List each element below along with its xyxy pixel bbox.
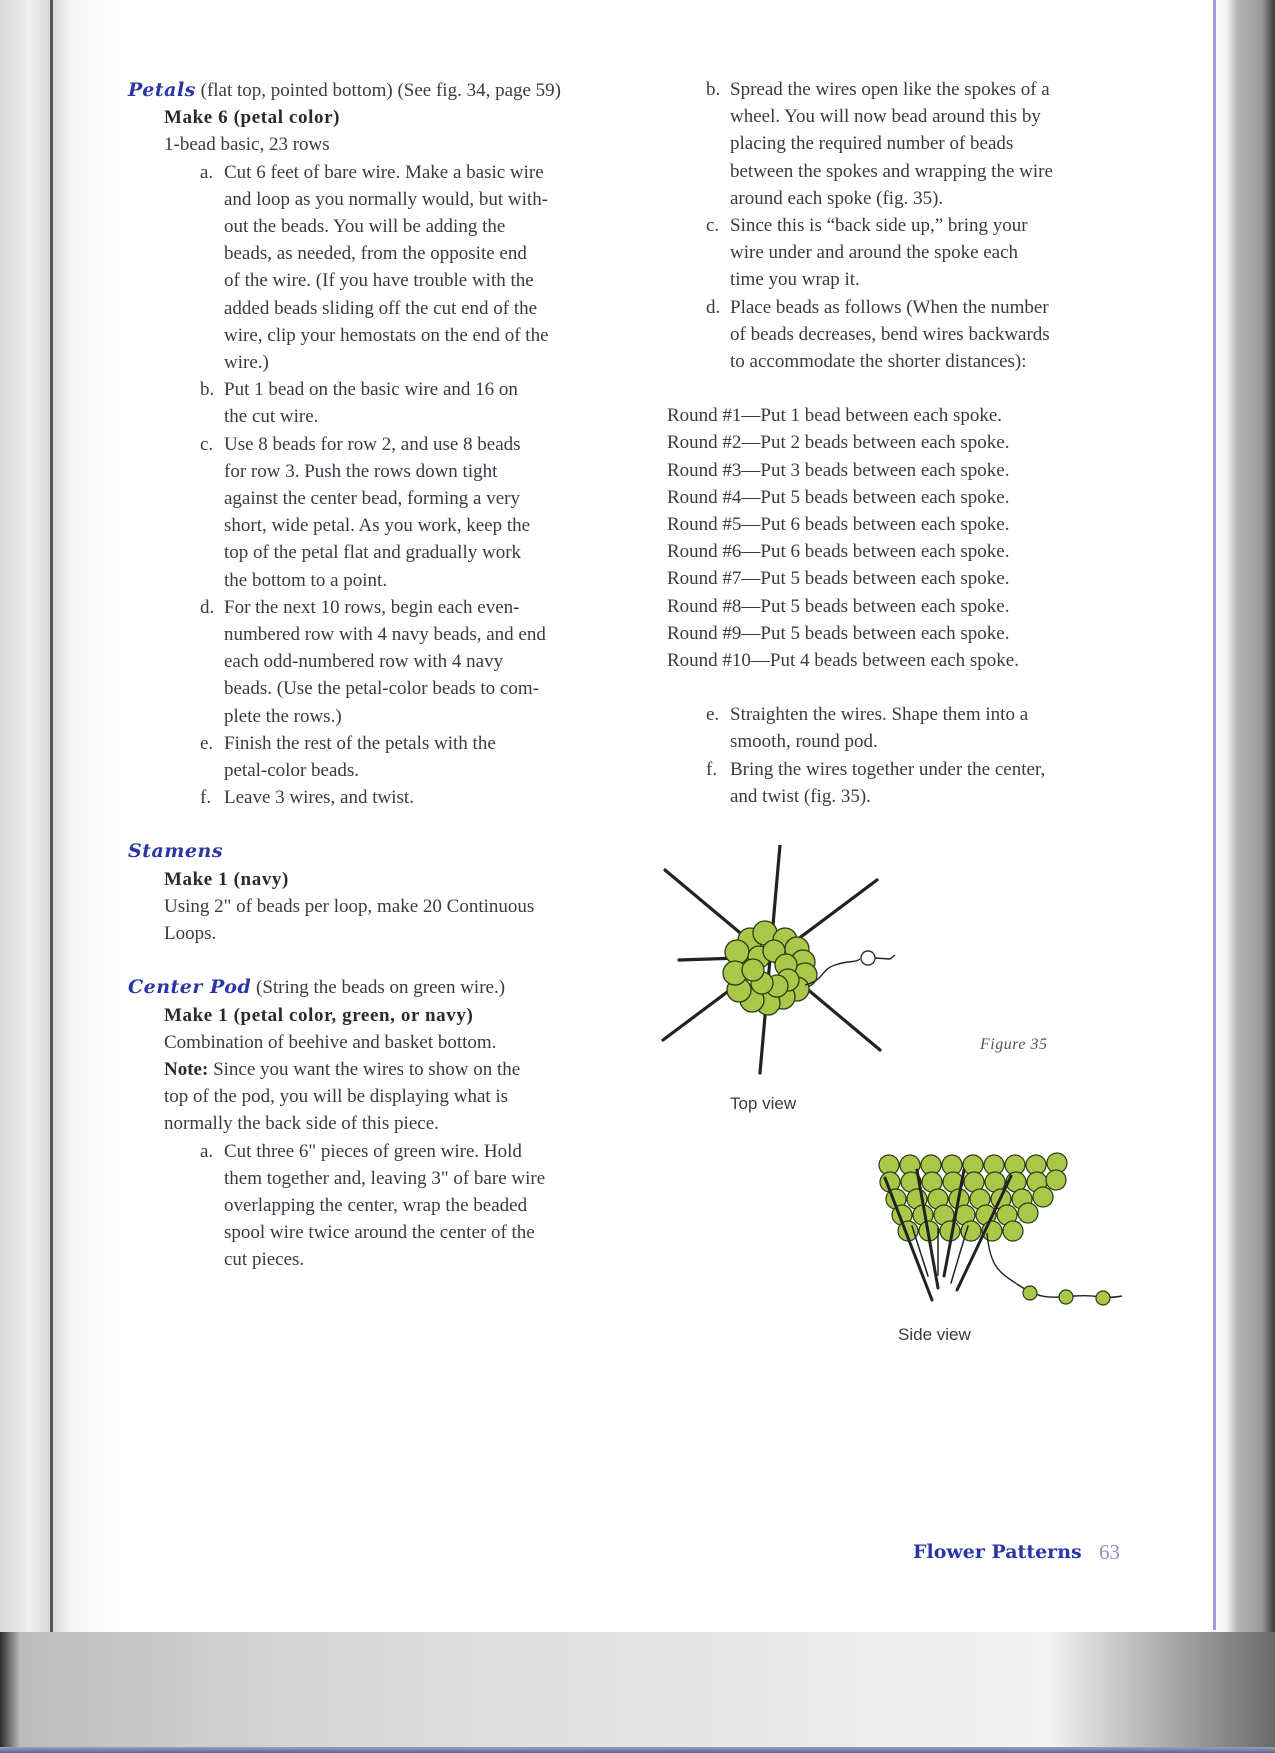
step-label: b.: [200, 379, 215, 401]
round-item: Round #1—Put 1 bead between each spoke.: [667, 405, 1003, 427]
step-item: [128, 376, 628, 430]
step-text-line: beads, as needed, from the opposite end: [224, 243, 527, 265]
step-label: d.: [200, 596, 215, 618]
section-petals: [128, 77, 628, 811]
step-item: [670, 212, 1140, 294]
step-text-line: Cut 6 feet of bare wire. Make a basic wire: [224, 161, 544, 183]
center-pod-title: Center Pod: [128, 976, 252, 999]
round-item: Round #8—Put 5 beads between each spoke.: [667, 595, 1010, 617]
section-center-pod: [128, 974, 628, 1273]
note-text-line: Since you want the wires to show on the: [213, 1058, 521, 1080]
step-text-line: smooth, round pod.: [730, 731, 878, 753]
petals-subtitle: (flat top, pointed bottom) (See fig. 34, page 59): [200, 80, 562, 101]
petals-make: Make 6 (petal color): [164, 107, 341, 129]
step-label: e.: [706, 704, 720, 726]
step-text-line: of beads decreases, bend wires backwards: [730, 323, 1050, 345]
step-label: f.: [200, 787, 212, 809]
step-text-line: top of the petal flat and gradually work: [224, 542, 522, 564]
step-text: [730, 76, 1053, 212]
step-text-line: and twist (fig. 35).: [730, 785, 871, 807]
step-text-line: between the spokes and wrapping the wire: [730, 160, 1053, 182]
side-view-caption: Side view: [898, 1325, 971, 1344]
step-item: [128, 159, 628, 377]
step-text-line: the bottom to a point.: [224, 569, 388, 591]
step-text-line: wire, clip your hemostats on the end of the: [224, 324, 549, 346]
round-item: Round #10—Put 4 beads between each spoke.: [667, 650, 1019, 672]
step-text-line: wire under and around the spoke each: [730, 242, 1019, 264]
step-label: f.: [706, 758, 718, 780]
left-column: [128, 77, 628, 1274]
rounds-list: [667, 402, 1138, 674]
step-text-line: overlapping the center, wrap the beaded: [224, 1194, 528, 1216]
step-text-line: the cut wire.: [224, 406, 319, 428]
step-text-line: and loop as you normally would, but with-: [224, 188, 549, 210]
center-pod-subtitle: (String the beads on green wire.): [256, 977, 506, 999]
step-item: [128, 431, 628, 594]
right-column: [667, 76, 1140, 810]
round-item: Round #5—Put 6 beads between each spoke.: [667, 514, 1010, 536]
stamens-text-line: Loops.: [164, 923, 217, 945]
stamens-text-line: Using 2" of beads per loop, make 20 Continuous: [164, 895, 535, 917]
step-text: [224, 594, 628, 730]
step-text-line: Place beads as follows (When the number: [730, 296, 1049, 318]
step-text-line: cut pieces.: [224, 1249, 305, 1271]
step-text-line: For the next 10 rows, begin each even-: [224, 596, 520, 618]
step-text-line: out the beads. You will be adding the: [224, 216, 506, 238]
round-item: Round #2—Put 2 beads between each spoke.: [667, 432, 1010, 454]
step-text-line: Straighten the wires. Shape them into a: [730, 704, 1029, 726]
step-text: [224, 431, 628, 594]
step-text-line: Put 1 bead on the basic wire and 16 on: [224, 379, 518, 401]
step-label: e.: [200, 732, 214, 754]
center-pod-steps: [128, 1138, 628, 1274]
step-item: [670, 76, 1140, 212]
step-item: [670, 294, 1140, 376]
step-text: [224, 730, 628, 784]
petals-basic: 1-bead basic, 23 rows: [164, 134, 330, 156]
step-label: a.: [200, 1140, 214, 1162]
step-text-line: placing the required number of beads: [730, 133, 1014, 155]
stamens-make: Make 1 (navy): [164, 868, 289, 890]
page-number: 63: [1099, 1540, 1120, 1564]
step-text-line: spool wire twice around the center of the: [224, 1222, 535, 1244]
step-text: [730, 756, 1045, 810]
round-item: Round #4—Put 5 beads between each spoke.: [667, 486, 1010, 508]
scan-spine-shadow: [0, 0, 130, 1632]
top-view-caption: Top view: [730, 1094, 797, 1113]
step-text-line: Since this is “back side up,” bring your: [730, 215, 1028, 237]
center-pod-make: Make 1 (petal color, green, or navy): [164, 1004, 474, 1026]
step-text-line: of the wire. (If you have trouble with the: [224, 270, 534, 292]
center-pod-combination: Combination of beehive and basket bottom.: [164, 1031, 497, 1053]
note-text-line: top of the pod, you will be displaying what is: [164, 1086, 509, 1108]
step-text-line: time you wrap it.: [730, 269, 860, 291]
step-text-line: for row 3. Push the rows down tight: [224, 460, 498, 482]
step-label: a.: [200, 161, 214, 183]
stamens-title: Stamens: [128, 840, 224, 863]
step-text: [730, 701, 1028, 755]
right-steps-top: [670, 76, 1140, 375]
step-text-line: Spread the wires open like the spokes of a: [730, 79, 1050, 100]
step-text-line: each odd-numbered row with 4 navy: [224, 651, 504, 673]
round-item: Round #7—Put 5 beads between each spoke.: [667, 568, 1010, 590]
step-label: c.: [706, 215, 720, 237]
step-text-line: around each spoke (fig. 35).: [730, 187, 944, 209]
step-label: b.: [706, 79, 721, 100]
petals-title: Petals: [128, 79, 196, 101]
center-pod-note: [128, 1056, 628, 1083]
step-item: [128, 730, 628, 784]
step-item: [670, 701, 1140, 755]
step-text-line: added beads sliding off the cut end of the: [224, 297, 538, 319]
note-text-line: normally the back side of this piece.: [164, 1113, 439, 1135]
step-text: [224, 1138, 628, 1274]
petals-steps: [128, 159, 628, 812]
scan-bottom-band: [0, 1632, 1275, 1753]
step-text: [730, 294, 1050, 376]
figure-label: Figure 35: [980, 1036, 1048, 1053]
step-text-line: Use 8 beads for row 2, and use 8 beads: [224, 433, 521, 455]
step-text: [224, 376, 628, 430]
note-label: Note:: [164, 1058, 209, 1080]
step-item: [128, 594, 628, 730]
step-text-line: wire.): [224, 352, 269, 374]
page-edge-blue-stripe: [1213, 0, 1216, 1630]
step-text-line: Bring the wires together under the center,: [730, 758, 1046, 780]
step-text-line: short, wide petal. As you work, keep the: [224, 515, 531, 537]
step-text-line: petal-color beads.: [224, 760, 360, 782]
figure-35-side-view-diagram: [860, 1148, 1130, 1308]
scan-right-edge: [1212, 0, 1275, 1753]
figure-35-top-view-diagram: [655, 845, 915, 1075]
step-text-line: against the center bead, forming a very: [224, 488, 520, 510]
petals-heading-line: [128, 77, 628, 104]
step-label: c.: [200, 433, 214, 455]
step-text-line: plete the rows.): [224, 705, 342, 727]
scan-spine-line: [50, 0, 53, 1632]
step-item: [128, 784, 628, 811]
step-text-line: to accommodate the shorter distances):: [730, 351, 1027, 373]
step-text-line: wheel. You will now bead around this by: [730, 106, 1041, 128]
round-item: Round #6—Put 6 beads between each spoke.: [667, 541, 1010, 563]
step-text-line: Cut three 6" pieces of green wire. Hold: [224, 1140, 522, 1162]
right-steps-bottom: [670, 701, 1140, 810]
step-text-line: numbered row with 4 navy beads, and end: [224, 624, 546, 646]
step-text-line: Leave 3 wires, and twist.: [224, 787, 414, 809]
step-label: d.: [706, 296, 721, 318]
step-item: [670, 756, 1140, 810]
step-text: [224, 159, 628, 377]
footer-running-title: Flower Patterns: [913, 1541, 1082, 1563]
round-item: Round #3—Put 3 beads between each spoke.: [667, 459, 1010, 481]
round-item: Round #9—Put 5 beads between each spoke.: [667, 622, 1010, 644]
step-item: [128, 1138, 628, 1274]
section-stamens: [128, 838, 628, 947]
step-text-line: beads. (Use the petal-color beads to com-: [224, 678, 539, 700]
step-text-line: Finish the rest of the petals with the: [224, 732, 496, 754]
step-text-line: them together and, leaving 3" of bare wire: [224, 1167, 546, 1189]
step-text: [730, 212, 1028, 294]
step-text: [224, 784, 628, 811]
